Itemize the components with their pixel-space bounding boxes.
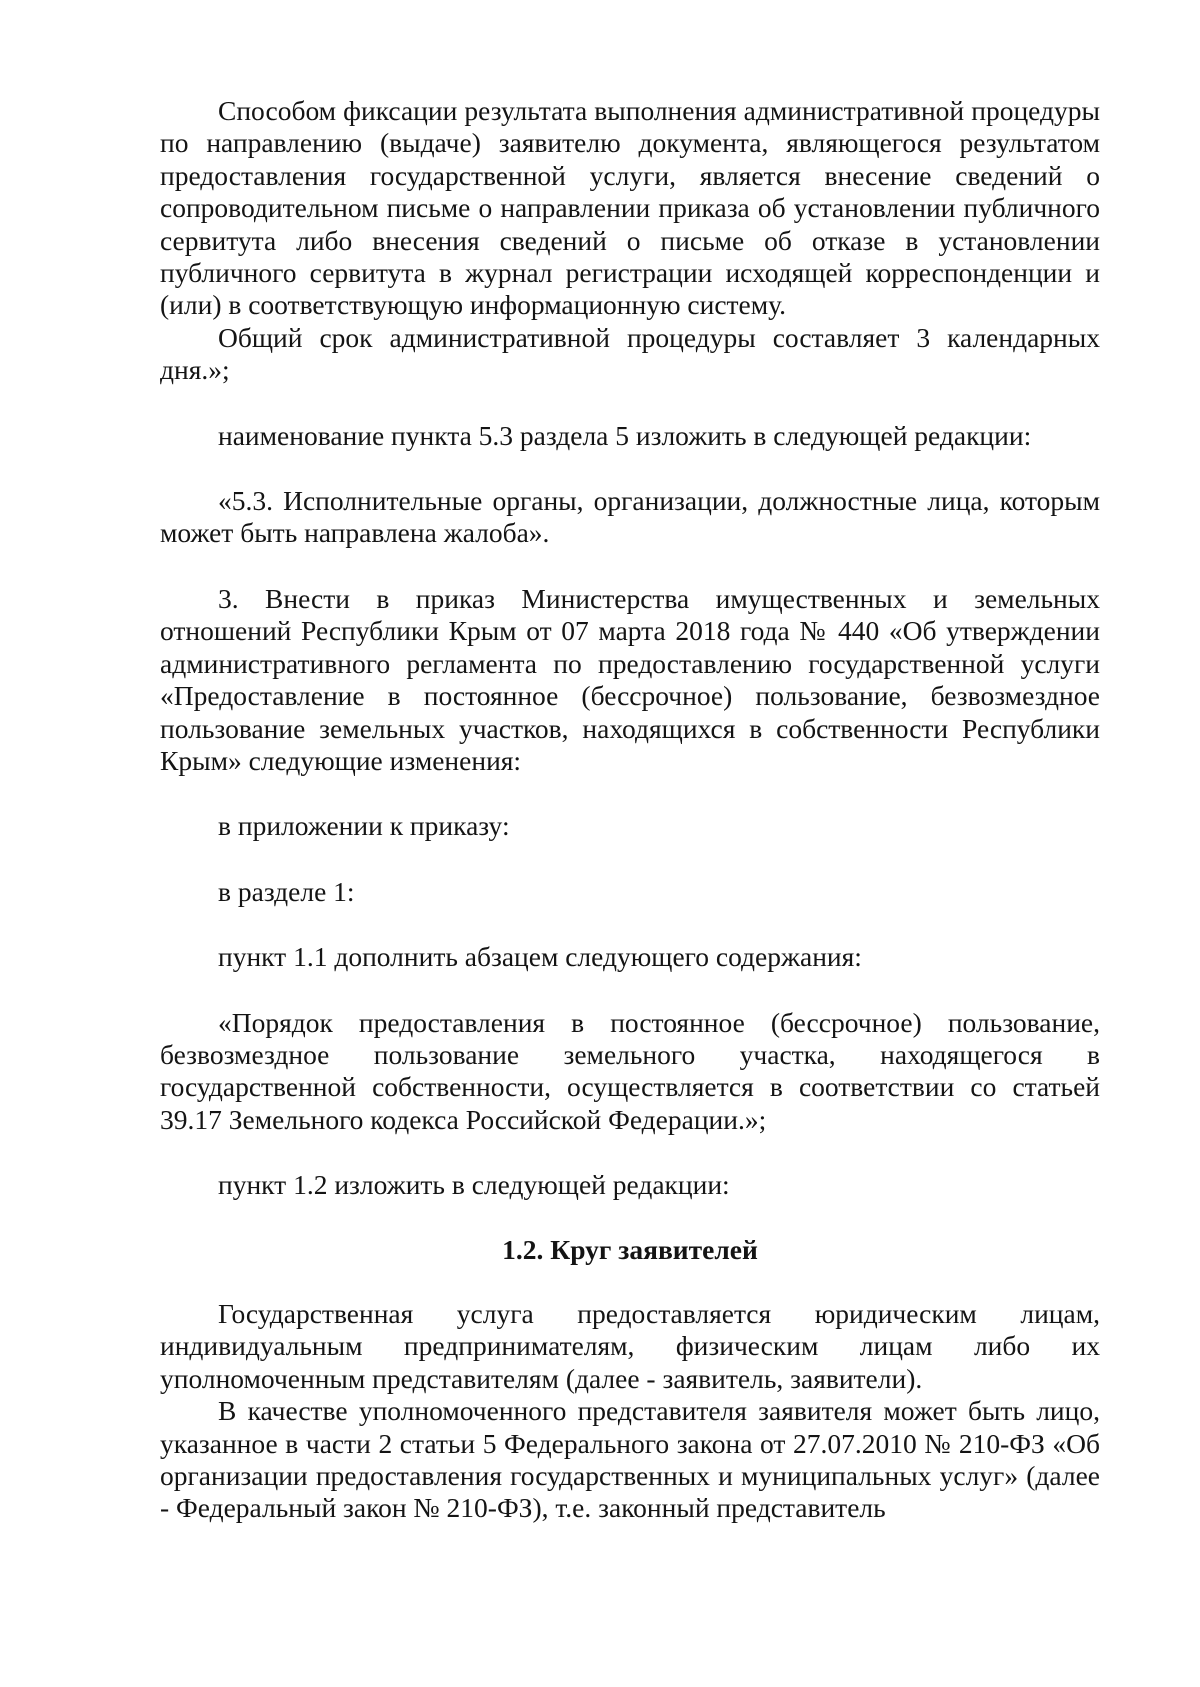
paragraph-item-1-1: пункт 1.1 дополнить абзацем следующего содержания: bbox=[218, 941, 862, 973]
document-page bbox=[160, 95, 1100, 1525]
section-heading: 1.2. Круг заявителей bbox=[502, 1233, 758, 1265]
paragraph-amend-order-440: 3. Внести в приказ Министерства имущественных и земельных отношений Республики Крым от 07 марта 2018 года № 440 «Об утверждении административного регламента по предоставлению государственной услуги «Предоставление в постоянное (бессрочное) пользование, безвозмездное пользование земельных участков, находящихся в собственности Республики Крым» следующие изменения: bbox=[160, 582, 1100, 776]
paragraph-order-of-provision: «Порядок предоставления в постоянное (бессрочное) пользование, безвозмездное пользование земельного участка, находящегося в государственной собственности, осуществляется в соответствии со статьей 39.17 Земельного кодекса Российской Федерации.»; bbox=[160, 1006, 1100, 1135]
paragraph-item-1-2: пункт 1.2 изложить в следующей редакции: bbox=[218, 1169, 730, 1201]
paragraph-fixation-method: Способом фиксации результата выполнения административной процедуры по направлению (выдаче) заявителю документа, являющегося результатом предоставления государственной услуги, является внесение сведений о сопроводительном письме о направлении приказа об установлении публичного сервитута либо внесения сведений о письме об отказе в установлении публичного сервитута в журнал регистрации исходящей корреспонденции и (или) в соответствующую информационную систему. bbox=[160, 95, 1100, 321]
paragraph-section-1: в разделе 1: bbox=[218, 875, 355, 907]
paragraph-applicants: Государственная услуга предоставляется юридическим лицам, индивидуальным предпринимателям, физическим лицам либо их уполномоченным представителям (далее - заявитель, заявители). bbox=[160, 1297, 1100, 1394]
paragraph-item-5-3-text: «5.3. Исполнительные органы, организации, должностные лица, которым может быть направлена жалоба». bbox=[160, 485, 1100, 549]
paragraph-authorized-representative: В качестве уполномоченного представителя заявителя может быть лицо, указанное в части 2 статьи 5 Федерального закона от 27.07.2010 № 210-ФЗ «Об организации предоставления государственных и муниципальных услуг» (далее - Федеральный закон № 210-ФЗ), т.е. законный представитель bbox=[160, 1395, 1100, 1524]
paragraph-total-term: Общий срок административной процедуры составляет 3 календарных дня.»; bbox=[160, 321, 1100, 386]
paragraph-item-5-3-title: наименование пункта 5.3 раздела 5 изложить в следующей редакции: bbox=[218, 419, 1032, 451]
paragraph-appendix: в приложении к приказу: bbox=[218, 810, 510, 842]
